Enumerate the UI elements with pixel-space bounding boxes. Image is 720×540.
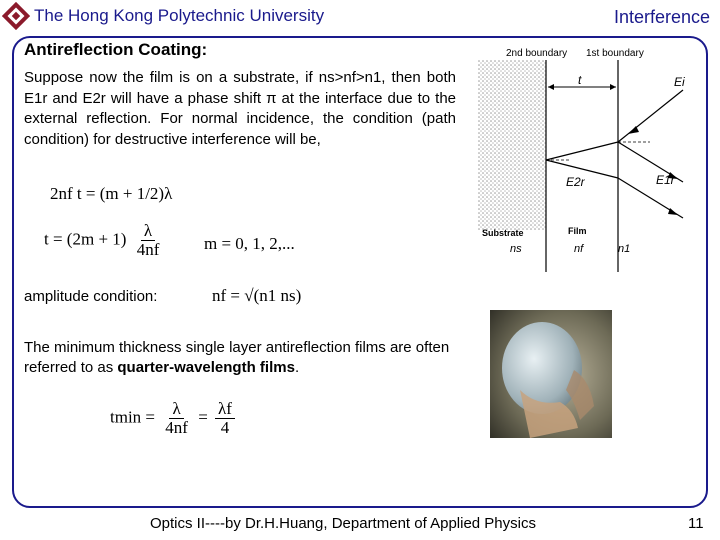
reflected-field-1-label: E1r: [656, 173, 675, 187]
incident-ray: [618, 90, 683, 142]
intro-paragraph: Suppose now the film is on a substrate, if ns>nf>n1, then both E1r and E2r will have a phase shift π at the interface due to the external reflection. For normal incidence, the condition (path condition) for destructive interference will be,: [24, 69, 456, 148]
minimum-thickness-equation: [110, 400, 238, 437]
coated-lens-photo: [490, 310, 612, 438]
university-name: The Hong Kong Polytechnic University: [34, 6, 325, 25]
topic-title: Interference: [613, 7, 710, 27]
ambient-index-label: n1: [618, 243, 631, 255]
amplitude-condition-equation: nf = √(n1 ns): [212, 286, 302, 305]
footer-credit: Optics II----by Dr.H.Huang, Department of Applied Physics: [150, 515, 536, 532]
thickness-fraction: [134, 222, 163, 259]
tmin-fraction-2: [215, 400, 235, 437]
amplitude-condition-label: amplitude condition:: [24, 288, 158, 305]
order-equation: m = 0, 1, 2,...: [204, 234, 295, 253]
tmin-fraction-1-numerator: λ: [169, 400, 183, 419]
tmin-fraction-1: [162, 400, 191, 437]
tmin-equals: =: [198, 407, 208, 427]
reflected-field-2-label: E2r: [566, 175, 585, 189]
thickness-equation: [44, 222, 165, 259]
path-condition-equation: 2nf t = (m + 1/2)λ: [50, 184, 173, 203]
incident-field-label: Ei: [674, 75, 685, 89]
refracted-ray: [546, 142, 618, 160]
film-index-label: nf: [574, 243, 584, 255]
tmin-fraction-2-numerator: λf: [215, 400, 235, 419]
first-boundary-label: 1st boundary: [586, 48, 644, 59]
film-label: Film: [568, 226, 587, 236]
thickness-fraction-numerator: λ: [141, 222, 155, 241]
quarter-wave-period: .: [294, 359, 300, 376]
quarter-wave-term: quarter-wavelength films: [117, 359, 295, 376]
page-number: 11: [688, 515, 704, 532]
slide-title: Antireflection Coating:: [24, 40, 208, 59]
tmin-fraction-2-denominator: 4: [220, 418, 230, 437]
quarter-wave-text: The minimum thickness single layer antireflection films are often referred to as: [24, 339, 450, 376]
substrate-region: [478, 60, 546, 230]
thin-film-diagram: [478, 40, 710, 272]
second-boundary-label: 2nd boundary: [506, 48, 568, 59]
thickness-equation-lhs: t = (2m + 1): [44, 229, 127, 249]
quarter-wave-paragraph: [24, 338, 464, 378]
lens-disc: [502, 322, 582, 414]
university-logo-icon: [2, 2, 30, 30]
tmin-fraction-1-denominator: 4nf: [165, 418, 188, 437]
substrate-label: Substrate: [482, 228, 524, 238]
tmin-lhs: tmin =: [110, 407, 156, 427]
thickness-label: t: [578, 73, 582, 87]
substrate-index-label: ns: [510, 243, 522, 255]
thickness-fraction-denominator: 4nf: [136, 240, 160, 259]
